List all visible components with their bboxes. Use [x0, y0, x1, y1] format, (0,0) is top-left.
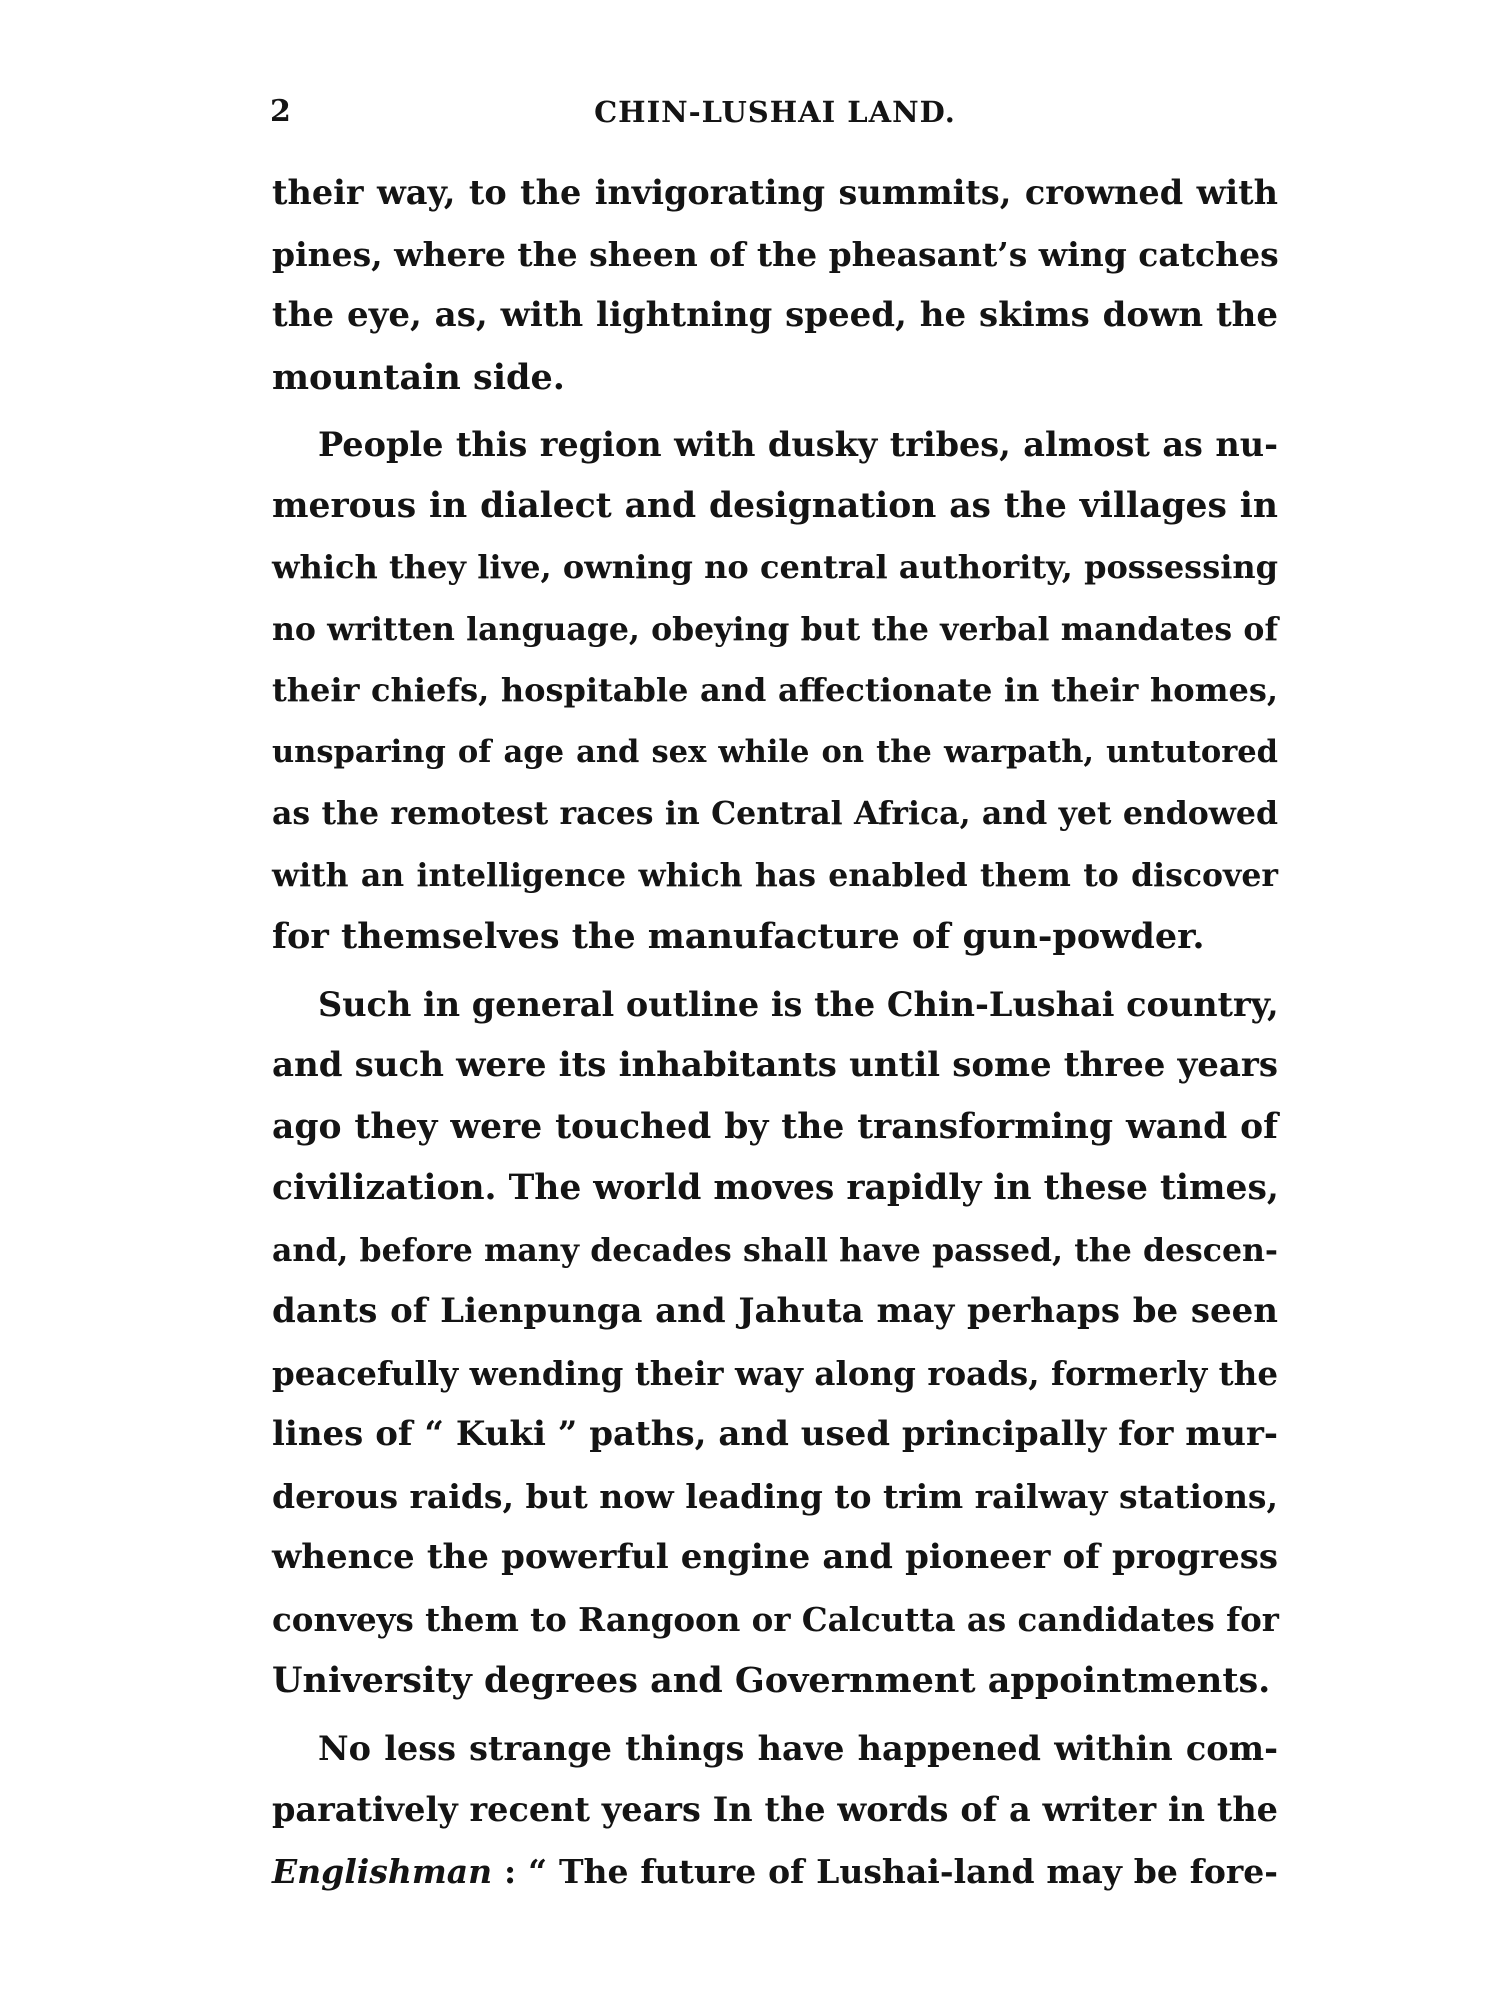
text-line: Such in general outline is the Chin-Lushai country,: [318, 984, 1279, 1024]
page-number: 2: [270, 94, 291, 129]
text-line: ago they were touched by the transforming wand of: [272, 1106, 1278, 1147]
text-line: unsparing of age and sex while on the warpath, untutored: [272, 733, 1278, 770]
text-line: whence the powerful engine and pioneer of progress: [272, 1537, 1278, 1577]
text-line: conveys them to Rangoon or Calcutta as candidates for: [272, 1599, 1279, 1639]
text-line: No less strange things have happened within com-: [318, 1728, 1278, 1768]
text-line: civilization. The world moves rapidly in these times,: [272, 1168, 1279, 1208]
body-text: [272, 162, 1278, 1902]
text-line: their chiefs, hospitable and affectionate in their homes,: [272, 671, 1278, 709]
text-line: and such were its inhabitants until some three years: [272, 1045, 1278, 1085]
text-line: peacefully wending their way along roads, formerly the: [272, 1353, 1278, 1393]
text-line: with an intelligence which has enabled them to discover: [272, 856, 1278, 894]
text-line: and, before many decades shall have passed, the descen-: [272, 1231, 1278, 1269]
text-line: pines, where the sheen of the pheasant’s wing catches: [272, 234, 1279, 274]
text-line: mountain side.: [272, 356, 565, 398]
page-header: [270, 92, 1280, 132]
text-line: University degrees and Government appointments.: [272, 1660, 1271, 1701]
text-line: dants of Lienpunga and Jahuta may perhaps be seen: [272, 1291, 1278, 1331]
text-fragment: : “ The future of Lushai-land may be fore-: [492, 1851, 1278, 1891]
text-line: derous raids, but now leading to trim railway stations,: [272, 1476, 1278, 1516]
text-line: the eye, as, with lightning speed, he skims down the: [272, 295, 1278, 335]
text-line: which they live, owning no central authority, possessing: [272, 548, 1278, 586]
text-line: no written language, obeying but the verbal mandates of: [272, 610, 1278, 648]
text-line: for themselves the manufacture of gun-powder.: [272, 916, 1205, 957]
text-line: merous in dialect and designation as the villages in: [272, 485, 1278, 526]
running-head: CHIN-LUSHAI LAND.: [594, 95, 956, 129]
text-line: their way, to the invigorating summits, crowned with: [272, 173, 1278, 212]
text-line: People this region with dusky tribes, almost as nu-: [318, 425, 1278, 464]
text-line-final: [272, 1841, 1278, 1903]
publication-name: Englishman: [272, 1851, 493, 1891]
text-line: paratively recent years In the words of a writer in the: [272, 1790, 1278, 1829]
text-line: lines of “ Kuki ” paths, and used principally for mur-: [272, 1414, 1278, 1454]
text-line: as the remotest races in Central Africa, and yet endowed: [272, 795, 1278, 832]
